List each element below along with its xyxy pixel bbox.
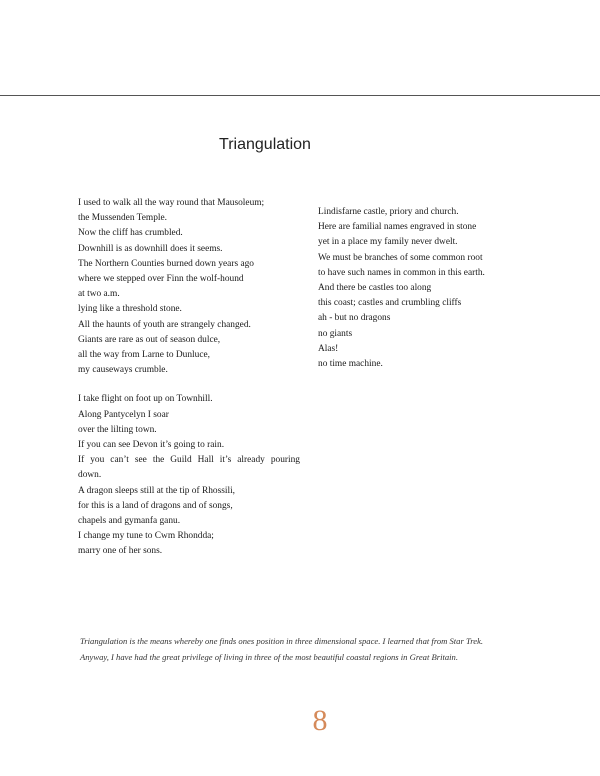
poem-line: marry one of her sons. xyxy=(78,546,163,557)
stanza-break xyxy=(78,378,300,392)
poem-line: Downhill is as downhill does it seems. xyxy=(78,243,223,254)
poem-line: Alas! xyxy=(318,343,339,354)
poem-line: down. xyxy=(78,470,102,481)
poem-title: Triangulation xyxy=(219,136,311,153)
poem-line: no giants xyxy=(318,328,353,339)
poem-line: If you can’t see the Guild Hall it’s already pouring xyxy=(78,455,300,466)
poem-line: the Mussenden Temple. xyxy=(78,213,167,224)
poem-line: The Northern Counties burned down years ago xyxy=(78,258,254,269)
header-rule xyxy=(0,95,600,96)
poem-line: Along Pantycelyn I soar xyxy=(78,409,169,420)
poem-line: I used to walk all the way round that Mausoleum; xyxy=(78,198,265,208)
stanza xyxy=(78,196,300,378)
poem-line: my causeways crumble. xyxy=(78,365,168,376)
poem-line: over the lilting town. xyxy=(78,424,157,435)
poem-line: to have such names in common in this earth. xyxy=(318,267,485,278)
poem-line: Lindisfarne castle, priory and church. xyxy=(318,207,459,217)
poem-line: Now the cliff has crumbled. xyxy=(78,228,183,239)
footnote xyxy=(80,634,560,665)
poem-line: this coast; castles and crumbling cliffs xyxy=(318,298,462,309)
poem-left-column xyxy=(78,196,300,560)
poem-line: All the haunts of youth are strangely changed. xyxy=(78,319,251,330)
poem-line: all the way from Larne to Dunluce, xyxy=(78,350,210,361)
poem-line: And there be castles too along xyxy=(318,283,432,294)
poem-line: for this is a land of dragons and of songs, xyxy=(78,500,233,511)
poem-line: lying like a threshold stone. xyxy=(78,304,182,315)
poem-line: I take flight on foot up on Townhill. xyxy=(78,394,213,405)
footnote-line: Anyway, I have had the great privilege of living in three of the most beautiful coastal regions in Great Britain. xyxy=(80,651,458,662)
poem-line: If you can see Devon it’s going to rain. xyxy=(78,440,225,451)
poem-line: Here are familial names engraved in stone xyxy=(318,222,477,233)
stanza xyxy=(78,392,300,559)
poem-line: at two a.m. xyxy=(78,289,120,300)
poem-line: no time machine. xyxy=(318,359,383,370)
poem-line: ah - but no dragons xyxy=(318,313,391,324)
poem-line: We must be branches of some common root xyxy=(318,252,483,263)
poem-line: where we stepped over Finn the wolf-hound xyxy=(78,274,244,285)
footnote-line: Triangulation is the means whereby one finds ones position in three dimensional space. I learned that from Star Trek. xyxy=(80,636,484,646)
poem-line: I change my tune to Cwm Rhondda; xyxy=(78,531,214,542)
poem-line: A dragon sleeps still at the tip of Rhossili, xyxy=(78,485,236,496)
poem-line: chapels and gymanfa ganu. xyxy=(78,516,181,527)
poem-line: Giants are rare as out of season dulce, xyxy=(78,334,221,345)
poem-line: yet in a place my family never dwelt. xyxy=(318,237,458,248)
poem-right-column xyxy=(318,205,528,372)
page-number: 8 xyxy=(312,704,328,737)
